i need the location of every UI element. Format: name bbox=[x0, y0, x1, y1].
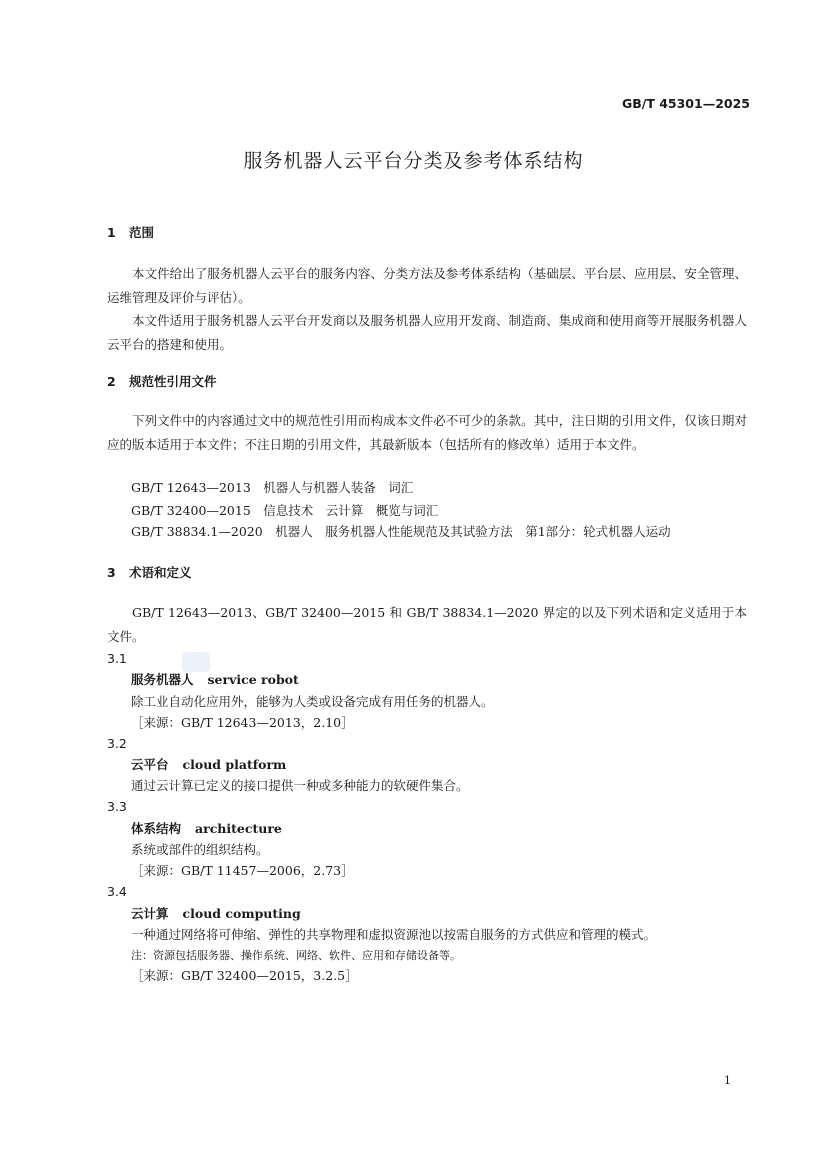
term-definition: 通过云计算已定义的接口提供一种或多种能力的软硬件集合。 bbox=[131, 778, 469, 793]
reference-item: GB/T 32400—2015 信息技术 云计算 概览与词汇 bbox=[131, 503, 439, 518]
document-title: 服务机器人云平台分类及参考体系结构 bbox=[243, 150, 584, 172]
term-en: cloud computing bbox=[182, 906, 301, 921]
term-source: ［来源：GB/T 12643—2013，2.10］ bbox=[131, 715, 354, 730]
term-name bbox=[131, 755, 286, 773]
section-3-heading bbox=[107, 563, 192, 581]
term-number: 3.1 bbox=[107, 651, 127, 666]
paragraph: 下列文件中的内容通过文中的规范性引用而构成本文件必不可少的条款。其中，注日期的引用文件，仅该日期对应的版本适用于本文件；不注日期的引用文件，其最新版本（包括所有的修改单）适用于本文件。 bbox=[107, 413, 747, 452]
term-name bbox=[131, 904, 301, 922]
page-number: 1 bbox=[724, 1074, 731, 1087]
term-cn: 体系结构 bbox=[131, 821, 182, 836]
standard-code: GB/T 45301—2025 bbox=[621, 96, 750, 111]
reference-item: GB/T 12643—2013 机器人与机器人装备 词汇 bbox=[131, 480, 414, 495]
term-en: architecture bbox=[195, 821, 282, 836]
section-2-heading bbox=[107, 372, 217, 390]
reference-item: GB/T 38834.1—2020 机器人 服务机器人性能规范及其试验方法 第1部分：轮式机器人运动 bbox=[131, 524, 671, 539]
term-number: 3.4 bbox=[107, 884, 127, 899]
paragraph: 本文件适用于服务机器人云平台开发商以及服务机器人应用开发商、制造商、集成商和使用商等开展服务机器人云平台的搭建和使用。 bbox=[107, 313, 747, 352]
section-number: 1 bbox=[107, 225, 116, 240]
term-cn: 服务机器人 bbox=[131, 672, 194, 687]
term-note: 注：资源包括服务器、操作系统、网络、软件、应用和存储设备等。 bbox=[131, 949, 461, 962]
term-name bbox=[131, 670, 299, 688]
section-number: 3 bbox=[107, 565, 116, 580]
term-en: service robot bbox=[207, 672, 299, 687]
section-title: 术语和定义 bbox=[129, 565, 192, 580]
paragraph: GB/T 12643—2013、GB/T 32400—2015 和 GB/T 38834.1—2020 界定的以及下列术语和定义适用于本文件。 bbox=[107, 605, 747, 644]
section-number: 2 bbox=[107, 374, 116, 389]
term-definition: 一种通过网络将可伸缩、弹性的共享物理和虚拟资源池以按需自服务的方式供应和管理的模式。 bbox=[131, 927, 657, 942]
section-title: 范围 bbox=[129, 225, 155, 240]
term-number: 3.2 bbox=[107, 736, 127, 751]
section-2-body bbox=[107, 409, 747, 456]
watermark-logo bbox=[182, 652, 210, 672]
term-number: 3.3 bbox=[107, 799, 127, 814]
section-title: 规范性引用文件 bbox=[129, 374, 217, 389]
term-cn: 云平台 bbox=[131, 757, 169, 772]
paragraph: 本文件给出了服务机器人云平台的服务内容、分类方法及参考体系结构（基础层、平台层、应用层、安全管理、运维管理及评价与评估）。 bbox=[107, 266, 747, 305]
section-3-body bbox=[107, 601, 747, 648]
term-definition: 系统或部件的组织结构。 bbox=[131, 842, 269, 857]
term-source: ［来源：GB/T 32400—2015，3.2.5］ bbox=[131, 968, 358, 983]
term-source: ［来源：GB/T 11457—2006，2.73］ bbox=[131, 863, 354, 878]
term-definition: 除工业自动化应用外，能够为人类或设备完成有用任务的机器人。 bbox=[131, 694, 494, 709]
term-en: cloud platform bbox=[182, 757, 287, 772]
term-cn: 云计算 bbox=[131, 906, 169, 921]
term-name bbox=[131, 819, 282, 837]
section-1-body bbox=[107, 262, 747, 356]
section-1-heading bbox=[107, 223, 154, 241]
